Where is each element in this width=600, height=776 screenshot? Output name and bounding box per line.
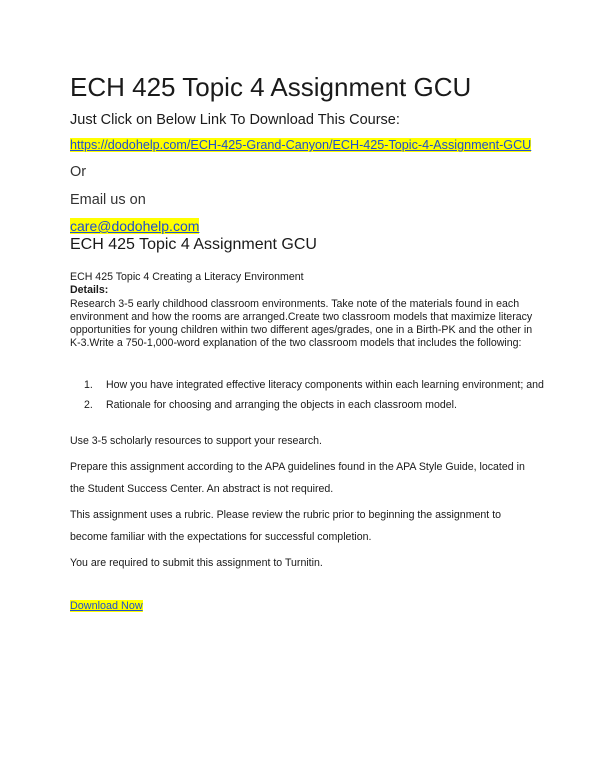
list-item-text: How you have integrated effective literacy components within each learning environment; and (106, 379, 544, 391)
email-link-container (70, 218, 199, 235)
rubric-paragraph: This assignment uses a rubric. Please review the rubric prior to beginning the assignment to become familiar with the expectations for successful completion. (70, 509, 502, 543)
email-label: Email us on (70, 192, 146, 208)
download-link-container (70, 599, 143, 613)
or-text: Or (70, 164, 87, 180)
email-link[interactable]: care@dodohelp.com (70, 218, 200, 234)
list-item-number: 1. (84, 379, 93, 391)
list-item-text: Rationale for choosing and arranging the objects in each classroom model. (106, 399, 457, 411)
course-link[interactable]: https://dodohelp.com/ECH-425-Grand-Canyon/ECH-425-Topic-4-Assignment-GCU (70, 138, 532, 152)
details-block (70, 271, 540, 351)
topic-line: ECH 425 Topic 4 Creating a Literacy Environment (70, 271, 304, 283)
apa-paragraph: Prepare this assignment according to the APA guidelines found in the APA Style Guide, located in the Student Success Center. An abstract is not required. (70, 461, 525, 495)
list-item (84, 396, 544, 415)
list-item (84, 376, 544, 394)
intro-text: Just Click on Below Link To Download This Course: (70, 112, 400, 128)
details-text: Research 3-5 early childhood classroom environments. Take note of the materials found in each environment and how the rooms are arranged.Create two classroom models that maximize literacy opportunities for young children within two different ages/grades, one in a Birth-PK and the other in K-3.Write a 750-1,000-word explanation of the two classroom models that includes the following: (70, 297, 533, 350)
turnitin-paragraph: You are required to submit this assignment to Turnitin. (70, 557, 323, 569)
course-link-container (70, 137, 531, 153)
download-now-link[interactable]: Download Now (70, 600, 143, 612)
details-label: Details: (70, 284, 109, 297)
section-title: ECH 425 Topic 4 Assignment GCU (70, 236, 317, 253)
resources-paragraph: Use 3-5 scholarly resources to support your research. (70, 435, 323, 447)
page-title: ECH 425 Topic 4 Assignment GCU (70, 72, 472, 102)
numbered-list (84, 376, 544, 415)
list-item-number: 2. (84, 399, 93, 411)
